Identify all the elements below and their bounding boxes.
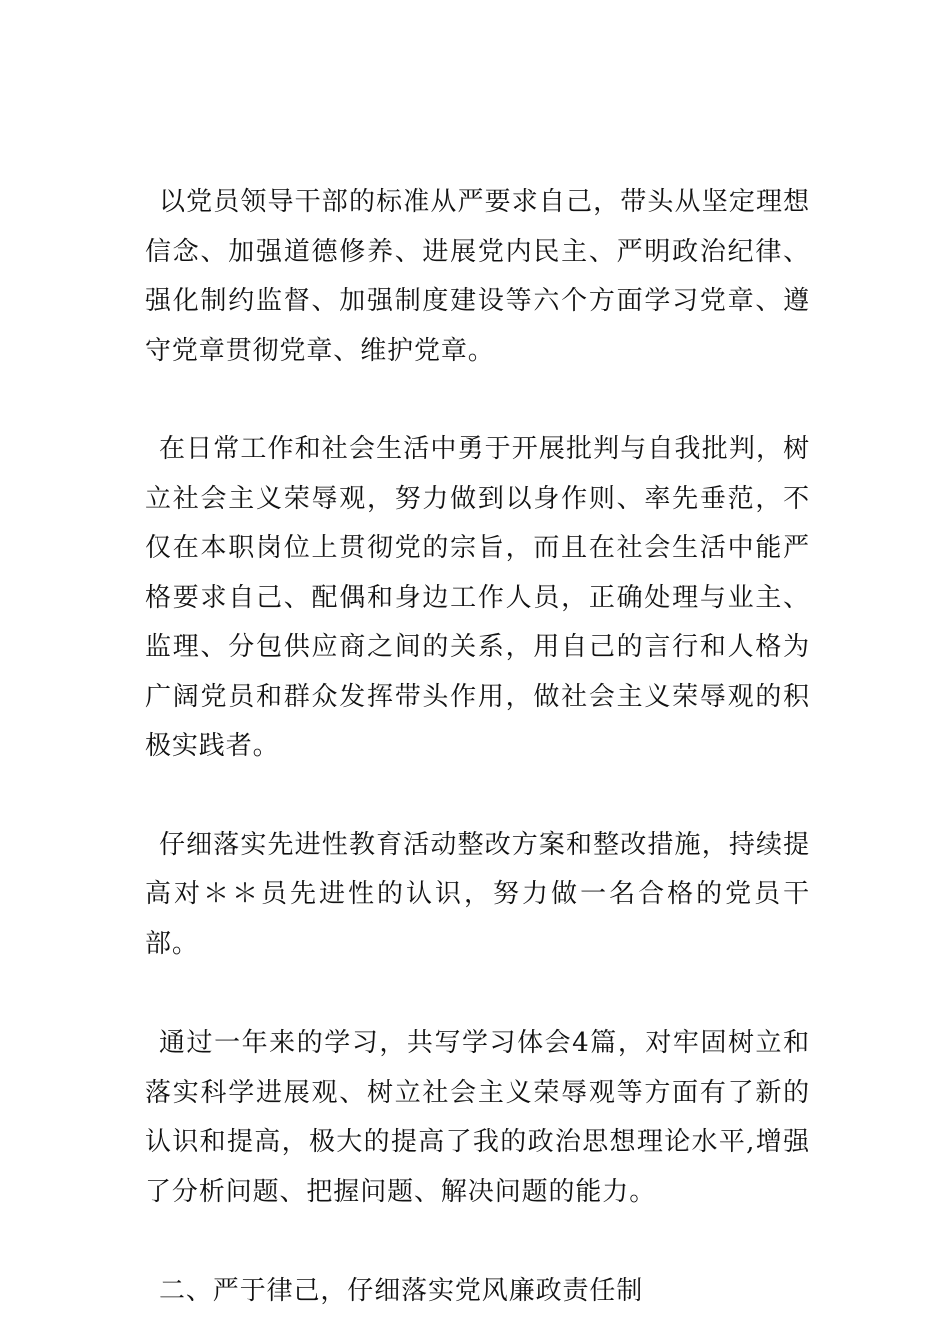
- document-body: [145, 178, 810, 1317]
- paragraph-party-standards: 以党员领导干部的标准从严要求自己，带头从坚定理想信念、加强道德修养、进展党内民主、严明政治纪律、强化制约监督、加强制度建设等六个方面学习党章、遵守党章贯彻党章、维护党章。: [145, 187, 810, 366]
- section-heading: 二、严于律己，仔细落实党风廉政责任制: [159, 1276, 644, 1306]
- paragraph-study-summary: 通过一年来的学习，共写学习体会4篇，对牢固树立和落实科学进展观、树立社会主义荣辱观等方面有了新的认识和提高，极大的提高了我的政治思想理论水平,增强了分析问题、把握问题、解决问题的能力。: [145, 1028, 810, 1207]
- paragraph-criticism-self-criticism: 在日常工作和社会生活中勇于开展批判与自我批判，树立社会主义荣辱观，努力做到以身作则、率先垂范，不仅在本职岗位上贯彻党的宗旨，而且在社会生活中能严格要求自己、配偶和身边工作人员，正确处理与业主、监理、分包供应商之间的关系，用自己的言行和人格为广阔党员和群众发挥带头作用，做社会主义荣辱观的积极实践者。: [145, 434, 810, 761]
- paragraph-rectification-measures: 仔细落实先进性教育活动整改方案和整改措施，持续提高对＊＊员先进性的认识，努力做一名合格的党员干部。: [145, 829, 810, 959]
